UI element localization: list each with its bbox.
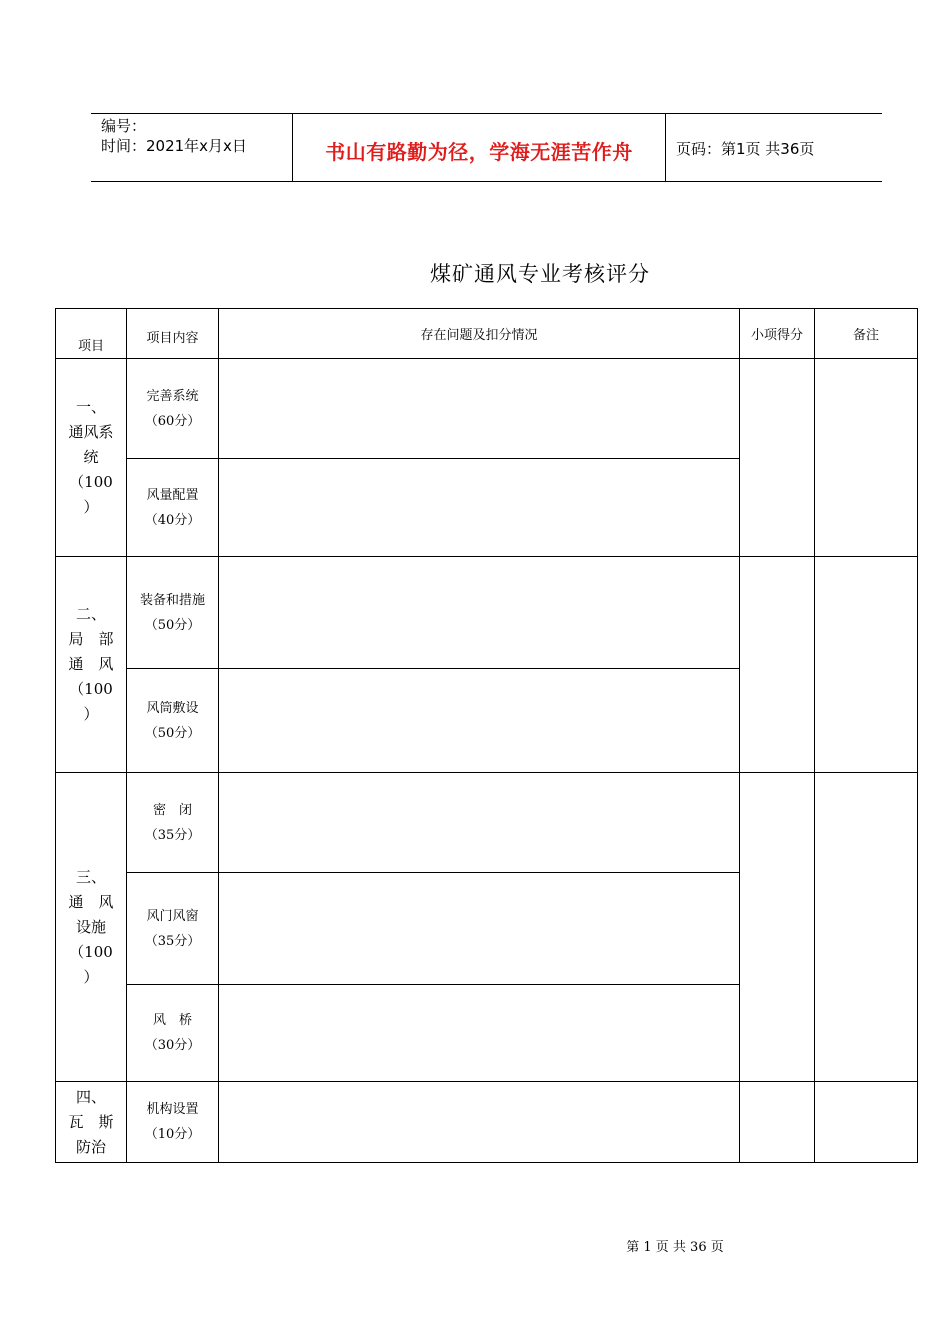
issues-cell[interactable]: [219, 773, 740, 873]
issues-cell[interactable]: [219, 359, 740, 459]
remark-cell[interactable]: [815, 557, 918, 773]
item-content: 风筒敷设 （50分）: [127, 669, 219, 773]
issues-cell[interactable]: [219, 873, 740, 985]
table-header-row: [56, 309, 918, 359]
serial-label: 编号：: [101, 117, 147, 135]
item-content: 密 闭 （35分）: [127, 773, 219, 873]
issues-cell[interactable]: [219, 669, 740, 773]
item-content: 完善系统 （60分）: [127, 359, 219, 459]
issues-cell[interactable]: [219, 985, 740, 1082]
header-divider-right: [665, 113, 666, 182]
time-label: 时间：2021年x月x日: [101, 137, 247, 155]
table-row: [56, 359, 918, 459]
subscore-cell[interactable]: [740, 773, 815, 1082]
item-content: 装备和措施 （50分）: [127, 557, 219, 669]
table-row: [56, 557, 918, 669]
remark-cell[interactable]: [815, 359, 918, 557]
category-ventilation-system: 一、 通风系 统 （100 ）: [56, 359, 127, 557]
category-ventilation-facilities: 三、 通 风 设施 （100 ）: [56, 773, 127, 1082]
subscore-cell[interactable]: [740, 557, 815, 773]
header-page-label: 页码：第1页 共36页: [676, 140, 815, 158]
issues-cell[interactable]: [219, 557, 740, 669]
item-content: 风门风窗 （35分）: [127, 873, 219, 985]
header-issues: 存在问题及扣分情况: [219, 309, 740, 359]
header-top-rule: [91, 113, 882, 114]
remark-cell[interactable]: [815, 1082, 918, 1163]
item-content: 机构设置 （10分）: [127, 1082, 219, 1163]
table-row: [56, 1082, 918, 1163]
footer-page-number: 第 1 页 共 36 页: [626, 1240, 724, 1255]
remark-cell[interactable]: [815, 773, 918, 1082]
header-info: [101, 116, 247, 156]
score-table: [55, 308, 918, 1163]
header-motto: 书山有路勤为径，学海无涯苦作舟: [325, 140, 633, 164]
item-content: 风量配置 （40分）: [127, 459, 219, 557]
subscore-cell[interactable]: [740, 359, 815, 557]
header-remark: 备注: [815, 309, 918, 359]
header-bottom-rule: [91, 181, 882, 182]
item-content: 风 桥 （30分）: [127, 985, 219, 1082]
issues-cell[interactable]: [219, 459, 740, 557]
category-local-ventilation: 二、 局 部 通 风 （100 ）: [56, 557, 127, 773]
category-gas-prevention: 四、 瓦 斯 防治: [56, 1082, 127, 1163]
header-item: 项目: [56, 309, 127, 359]
subscore-cell[interactable]: [740, 1082, 815, 1163]
issues-cell[interactable]: [219, 1082, 740, 1163]
header-subscore: 小项得分: [740, 309, 815, 359]
document-title: 煤矿通风专业考核评分: [430, 262, 650, 286]
header-content: 项目内容: [127, 309, 219, 359]
table-row: [56, 773, 918, 873]
